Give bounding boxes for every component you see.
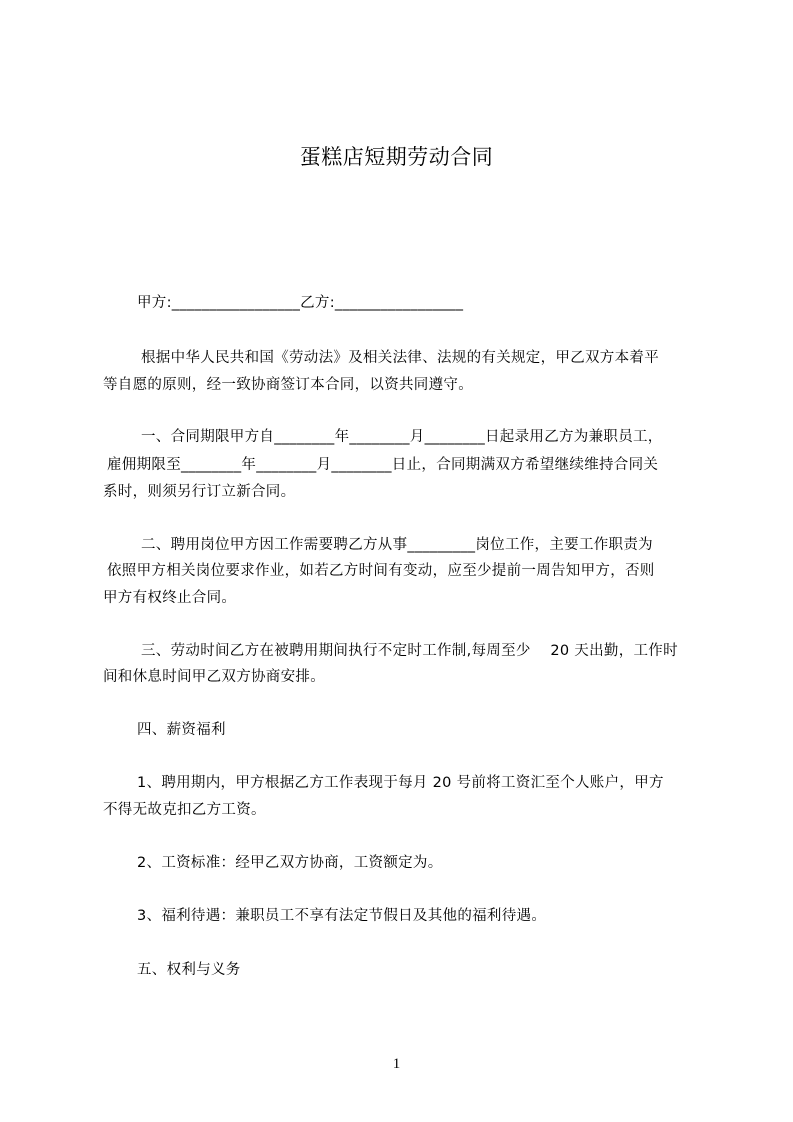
section3-line-1: 三、劳动时间乙方在被聘用期间执行不定时工作制,每周至少 20 天出勤，工作时 [141,643,678,659]
item3-line: 3、福利待遇：兼职员工不享有法定节假日及其他的福利待遇。 [137,908,547,924]
item1-line-2: 不得无故克扣乙方工资。 [103,802,266,818]
section1-line-3: 系时，则须另行订立新合同。 [103,484,296,500]
section5-heading: 五、权利与义务 [137,962,241,978]
section2-line-1: 二、聘用岗位甲方因工作需要聘乙方从事_________岗位工作，主要工作职责为 [141,537,653,553]
parties-line: 甲方:_________________乙方:_________________ [137,295,464,311]
section2-line-2: 依照甲方相关岗位要求作业，如若乙方时间有变动，应至少提前一周告知甲方，否则 [107,563,655,579]
item1-line-1: 1、聘用期内，甲方根据乙方工作表现于每月 20 号前将工资汇至个人账户，甲方 [137,775,664,791]
section1-line-2: 雇佣期限至________年________月________日止，合同期满双方希望继续维持合同关 [107,457,659,473]
section2-line-3: 甲方有权终止合同。 [103,590,237,606]
section3-line-2: 间和休息时间甲乙双方协商安排。 [103,669,325,685]
section4-heading: 四、薪资福利 [137,722,226,738]
section1-line-1: 一、合同期限甲方自________年________月________日起录用乙方为兼职员工， [141,429,663,445]
page-number: 1 [392,1056,401,1072]
item2-line: 2、工资标准：经甲乙双方协商，工资额定为。 [137,855,443,871]
intro-line-1: 根据中华人民共和国《劳动法》及相关法律、法规的有关规定，甲乙双方本着平 [141,350,659,366]
document-title: 蛋糕店短期劳动合同 [299,145,494,169]
intro-line-2: 等自愿的原则，经一致协商签订本合同，以资共同遵守。 [103,377,473,393]
